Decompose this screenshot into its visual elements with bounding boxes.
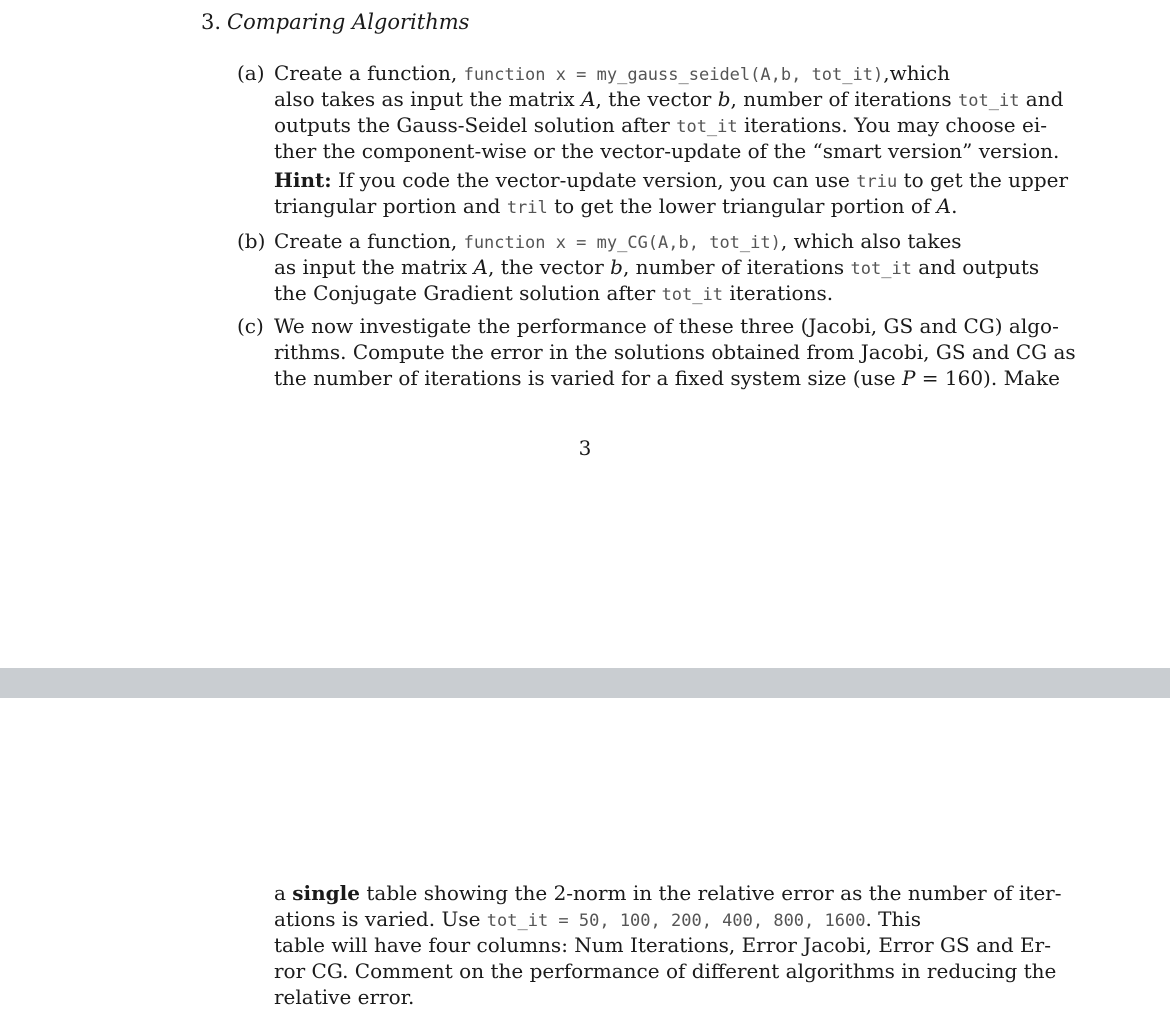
code-signature-gauss-seidel: function x = my_gauss_seidel(A,b, tot_it) xyxy=(463,65,884,85)
item-c-cont-line-3: table will have four columns: Num Iterations, Error Jacobi, Error GS and Er- xyxy=(274,933,1051,957)
code-triu: triu xyxy=(856,172,898,192)
math-A: A xyxy=(473,255,488,279)
code-signature-cg: function x = my_CG(A,b, tot_it) xyxy=(463,233,781,253)
hint-label: Hint: xyxy=(274,168,332,192)
item-a-hint: Hint: If you code the vector-update version, you can use triu to get the upper xyxy=(274,168,1069,192)
item-c-line-2: rithms. Compute the error in the solutions obtained from Jacobi, GS and CG as xyxy=(274,340,1076,364)
code-tril: tril xyxy=(506,198,548,218)
item-c xyxy=(237,313,1076,391)
item-marker-b: (b) xyxy=(237,229,266,253)
math-A: A xyxy=(581,87,596,111)
item-b-line-3: the Conjugate Gradient solution after tot_it iterations. xyxy=(274,281,834,305)
section-heading xyxy=(201,10,469,34)
item-c-cont-line-5: relative error. xyxy=(274,985,415,1009)
code-tot-it: tot_it xyxy=(850,259,912,279)
item-c-cont-line-4: ror CG. Comment on the performance of different algorithms in reducing the xyxy=(274,959,1057,983)
code-tot-it: tot_it xyxy=(676,117,738,137)
math-b: b xyxy=(717,87,731,111)
math-b: b xyxy=(610,255,623,279)
item-c-cont-line-1: a single table showing the 2-norm in the relative error as the number of iter- xyxy=(274,881,1062,905)
item-a-line-4: ther the component-wise or the vector-update of the “smart version” version. xyxy=(274,139,1060,163)
item-a-line-1: Create a function, function x = my_gauss_seidel(A,b, tot_it),which xyxy=(274,61,951,85)
item-a-line-6: triangular portion and tril to get the lower triangular portion of A. xyxy=(274,194,958,218)
code-tot-it: tot_it xyxy=(661,285,723,305)
item-a-line-2: also takes as input the matrix A, the vector b, number of iterations tot_it and xyxy=(274,87,1064,111)
code-tot-it-values: tot_it = 50, 100, 200, 400, 800, 1600 xyxy=(486,911,866,931)
section-number: 3. xyxy=(201,10,222,34)
section-title: Comparing Algorithms xyxy=(227,10,470,34)
page-number: 3 xyxy=(578,436,592,460)
emphasis-single: single xyxy=(292,881,360,905)
item-marker-c: (c) xyxy=(237,314,264,338)
item-b-line-1: Create a function, function x = my_CG(A,b, tot_it), which also takes xyxy=(274,229,962,253)
item-b xyxy=(237,228,1040,306)
item-c-continuation xyxy=(274,880,1062,1010)
item-marker-a: (a) xyxy=(237,61,265,85)
item-b-line-2: as input the matrix A, the vector b, number of iterations tot_it and outputs xyxy=(274,255,1040,279)
page-separator xyxy=(0,668,1170,698)
item-c-line-1: We now investigate the performance of these three (Jacobi, GS and CG) algo- xyxy=(274,314,1059,338)
item-c-cont-line-2: ations is varied. Use tot_it = 50, 100, 200, 400, 800, 1600. This xyxy=(274,907,922,931)
item-a xyxy=(237,60,1069,219)
math-A: A xyxy=(936,194,952,218)
item-c-line-3: the number of iterations is varied for a fixed system size (use P = 160). Make xyxy=(274,366,1060,390)
math-P: P xyxy=(901,366,916,390)
item-a-line-3: outputs the Gauss-Seidel solution after tot_it iterations. You may choose ei- xyxy=(274,113,1047,137)
code-tot-it: tot_it xyxy=(958,91,1020,111)
